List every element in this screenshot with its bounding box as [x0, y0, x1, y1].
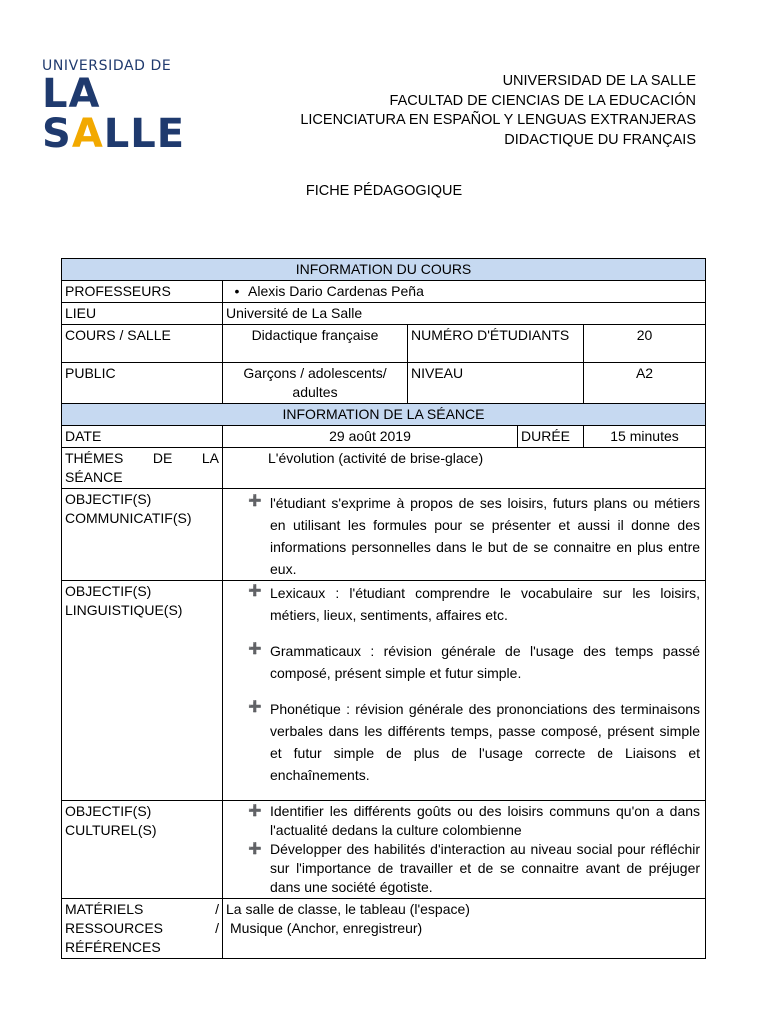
- page-title: [0, 183, 768, 199]
- obj-ling-item-2: Grammaticaux : révision générale de l'usage des temps passé composé, présent simple et futur simple.: [270, 643, 701, 681]
- header-line-2: FACULTAD DE CIENCIAS DE LA EDUCACIÓN: [389, 92, 696, 109]
- professor-name: Alexis Dario Cardenas Peña: [248, 283, 424, 299]
- logo-main-text: [42, 71, 232, 157]
- arrow-bullet-icon: ➕: [248, 585, 262, 597]
- obj-communicatif-text: l'étudiant s'exprime à propos de ses loisirs, futurs plans ou métiers en utilisant les formules pour se présenter et aussi il donne des informations personnelles dans le but de se connaitre en plus entre eux.: [270, 495, 701, 577]
- value-public: Garçons / adolescents/ adultes: [223, 363, 408, 404]
- label-numero: NUMÉRO D'ÉTUDIANTS: [408, 325, 584, 363]
- materiels-line-2: Musique (Anchor, enregistreur): [230, 920, 423, 936]
- arrow-bullet-icon: ➕: [248, 701, 262, 713]
- logo-top-text: UNIVERSIDAD DE: [42, 58, 172, 74]
- label-public: PUBLIC: [62, 363, 223, 404]
- label-obj-linguistique: OBJECTIF(S) LINGUISTIQUE(S): [62, 581, 223, 801]
- label-duree: DURÉE: [518, 426, 584, 448]
- label-cours: COURS / SALLE: [62, 325, 223, 363]
- header-line-1: UNIVERSIDAD DE LA SALLE: [502, 73, 696, 89]
- institution-header: [300, 72, 696, 150]
- label-materiels-1: MATÉRIELS: [65, 901, 144, 917]
- value-niveau: A2: [584, 363, 706, 404]
- value-numero: 20: [584, 325, 706, 363]
- label-materiels-3: RÉFÉRENCES: [65, 939, 161, 955]
- label-lieu: LIEU: [62, 303, 223, 325]
- label-niveau: NIVEAU: [408, 363, 584, 404]
- page-title-text: FICHE PÉDAGOGIQUE: [305, 183, 463, 199]
- label-obj-culturel: OBJECTIF(S) CULTUREL(S): [62, 801, 223, 899]
- logo-part-1: LA S: [42, 71, 101, 157]
- obj-cult-item-2: Développer des habilités d'interaction au niveau social pour réfléchir sur l'importance de travailler et de se connaitre avant de préjuger dans une société égotiste.: [270, 841, 701, 895]
- value-obj-culturel: [223, 801, 706, 899]
- header-line-4: DIDACTIQUE DU FRANÇAIS: [504, 131, 696, 148]
- obj-ling-item-1: Lexicaux : l'étudiant comprendre le vocabulaire sur les loisirs, métiers, lieux, sentiments, affaires etc.: [270, 585, 701, 623]
- arrow-bullet-icon: ➕: [248, 805, 262, 817]
- section-course-info: INFORMATION DU COURS: [62, 259, 706, 281]
- disc-bullet-icon: •: [234, 283, 240, 299]
- label-date: DATE: [62, 426, 223, 448]
- university-logo: [42, 58, 232, 157]
- header-line-3: LICENCIATURA EN ESPAÑOL Y LENGUAS EXTRANJERAS: [300, 112, 696, 128]
- value-obj-communicatif: [223, 489, 706, 581]
- logo-part-2: LLE: [103, 111, 186, 157]
- value-duree: 15 minutes: [584, 426, 706, 448]
- value-cours: Didactique française: [223, 325, 408, 363]
- materiels-line-1: La salle de classe, le tableau (l'espace): [226, 901, 470, 917]
- arrow-bullet-icon: ➕: [248, 495, 262, 507]
- obj-cult-item-1: Identifier les différents goûts ou des loisirs communs qu'on a dans l'actualité dedans la culture colombienne: [270, 803, 701, 838]
- arrow-bullet-icon: ➕: [248, 643, 262, 655]
- label-materiels: MATÉRIELS / RESSOURCES / RÉFÉRENCES: [62, 899, 223, 959]
- obj-ling-item-3: Phonétique : révision générale des prononciations des terminaisons verbales dans les différents temps, passe composé, présent simple et futur simple de plus de l'usage correcte de Liaisons et enchaînements.: [270, 701, 701, 783]
- arrow-bullet-icon: ➕: [248, 843, 262, 855]
- value-professeurs: [223, 281, 706, 303]
- label-themes: THÉMES DE LA SÉANCE: [62, 448, 223, 489]
- label-obj-communicatif: OBJECTIF(S) COMMUNICATIF(S): [62, 489, 223, 581]
- value-themes: L'évolution (activité de brise-glace): [223, 448, 706, 489]
- value-lieu: Université de La Salle: [223, 303, 706, 325]
- label-professeurs: PROFESSEURS: [62, 281, 223, 303]
- course-sheet-table: [61, 258, 706, 959]
- value-obj-linguistique: [223, 581, 706, 801]
- logo-accent: A: [71, 111, 104, 157]
- value-date: 29 août 2019: [223, 426, 518, 448]
- label-materiels-2: RESSOURCES: [65, 920, 164, 936]
- section-seance-info: INFORMATION DE LA SÉANCE: [62, 404, 706, 426]
- value-materiels: [223, 899, 706, 959]
